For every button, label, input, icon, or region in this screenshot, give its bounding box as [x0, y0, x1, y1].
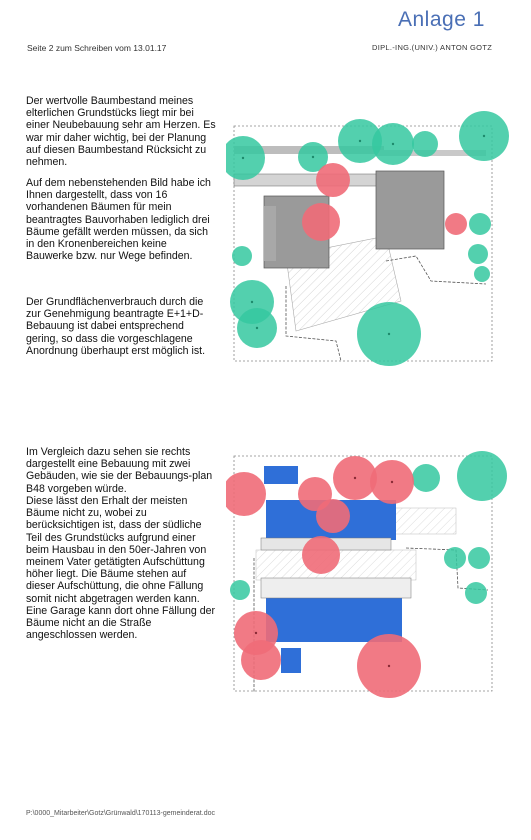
site-plan-b48 — [226, 438, 516, 706]
tree-felled — [226, 472, 266, 516]
tree-felled — [316, 163, 350, 197]
tree-felled — [241, 640, 281, 680]
top-paragraph-2: Auf dem nebenstehenden Bild habe ich Ihnen dargestellt, dass von 16 vorhandenen Bäumen für mein beantragtes Bauvorhaben lediglich drei Bäume gefällt werden müssen, da sich in den Kronenbereichen keine Bauwerke bzw. nur Wege befinden. — [26, 177, 211, 263]
building-east — [376, 171, 444, 249]
author-name: DIPL.-ING.(UNIV.) ANTON GOTZ — [372, 43, 493, 52]
tree-kept — [412, 464, 440, 492]
top-paragraph-1: Der wertvolle Baumbestand meines elterlichen Grundstücks liegt mir bei einer Neubebauung sehr am Herzen. Es war mir daher wichtig, bei der Planung auf diesen Baumbestand Rücksicht zu nehmen. — [26, 95, 216, 169]
tree-kept — [474, 266, 490, 282]
site-plan-proposed-drawing — [226, 106, 516, 374]
tree-felled — [302, 536, 340, 574]
building-b48-annex — [281, 648, 301, 673]
page-reference: Seite 2 zum Schreiben vom 13.01.17 — [27, 43, 167, 53]
tree-kept — [412, 131, 438, 157]
tree-kept — [457, 451, 507, 501]
terrace-south — [261, 578, 411, 598]
bottom-paragraph-2: Diese lässt den Erhalt der meisten Bäume nicht zu, wobei zu berücksichtigen ist, dass der südliche Teil des Grundstücks aufgrund einer beim Hausbau in den 50er-Jahren von meinem Vater getätigten Aufschüttung höher liegt. Die Bäume stehen auf dieser Aufschüttung, die ohne Fällung somit nicht abgetragen werden kann. Eine Garage kann dort ohne Fällung der Bäume nicht an die Straße angeschlossen werden. — [26, 495, 216, 642]
top-paragraph-3: Der Grundflächenverbrauch durch die zur Genehmigung beantragte E+1+D-Bebauung ist dabei entsprechend gering, so dass die vorgeschlagene Anordnung überhaupt erst möglich ist. — [26, 296, 206, 357]
tree-felled — [316, 499, 350, 533]
tree-kept — [469, 213, 491, 235]
tree-felled — [445, 213, 467, 235]
tree-kept — [465, 582, 487, 604]
site-plan-proposed — [226, 106, 516, 374]
building-b48-garage — [264, 466, 298, 484]
file-path-footer: P:\0000_Mitarbeiter\Gotz\Grünwald\170113-gemeinderat.doc — [26, 810, 215, 817]
site-plan-b48-drawing — [226, 438, 516, 706]
tree-kept — [232, 246, 252, 266]
tree-kept — [468, 547, 490, 569]
tree-kept — [468, 244, 488, 264]
tree-felled — [302, 203, 340, 241]
tree-kept — [444, 547, 466, 569]
tree-kept — [226, 136, 265, 180]
bottom-paragraph-1: Im Vergleich dazu sehen sie rechts dargestellt eine Bebauung mit zwei Gebäuden, wie sie der Bebauungs-plan B48 vorgeben würde. — [26, 446, 213, 495]
annex-label: Anlage 1 — [398, 8, 485, 31]
tree-kept — [230, 580, 250, 600]
building-west-annex — [264, 206, 276, 261]
